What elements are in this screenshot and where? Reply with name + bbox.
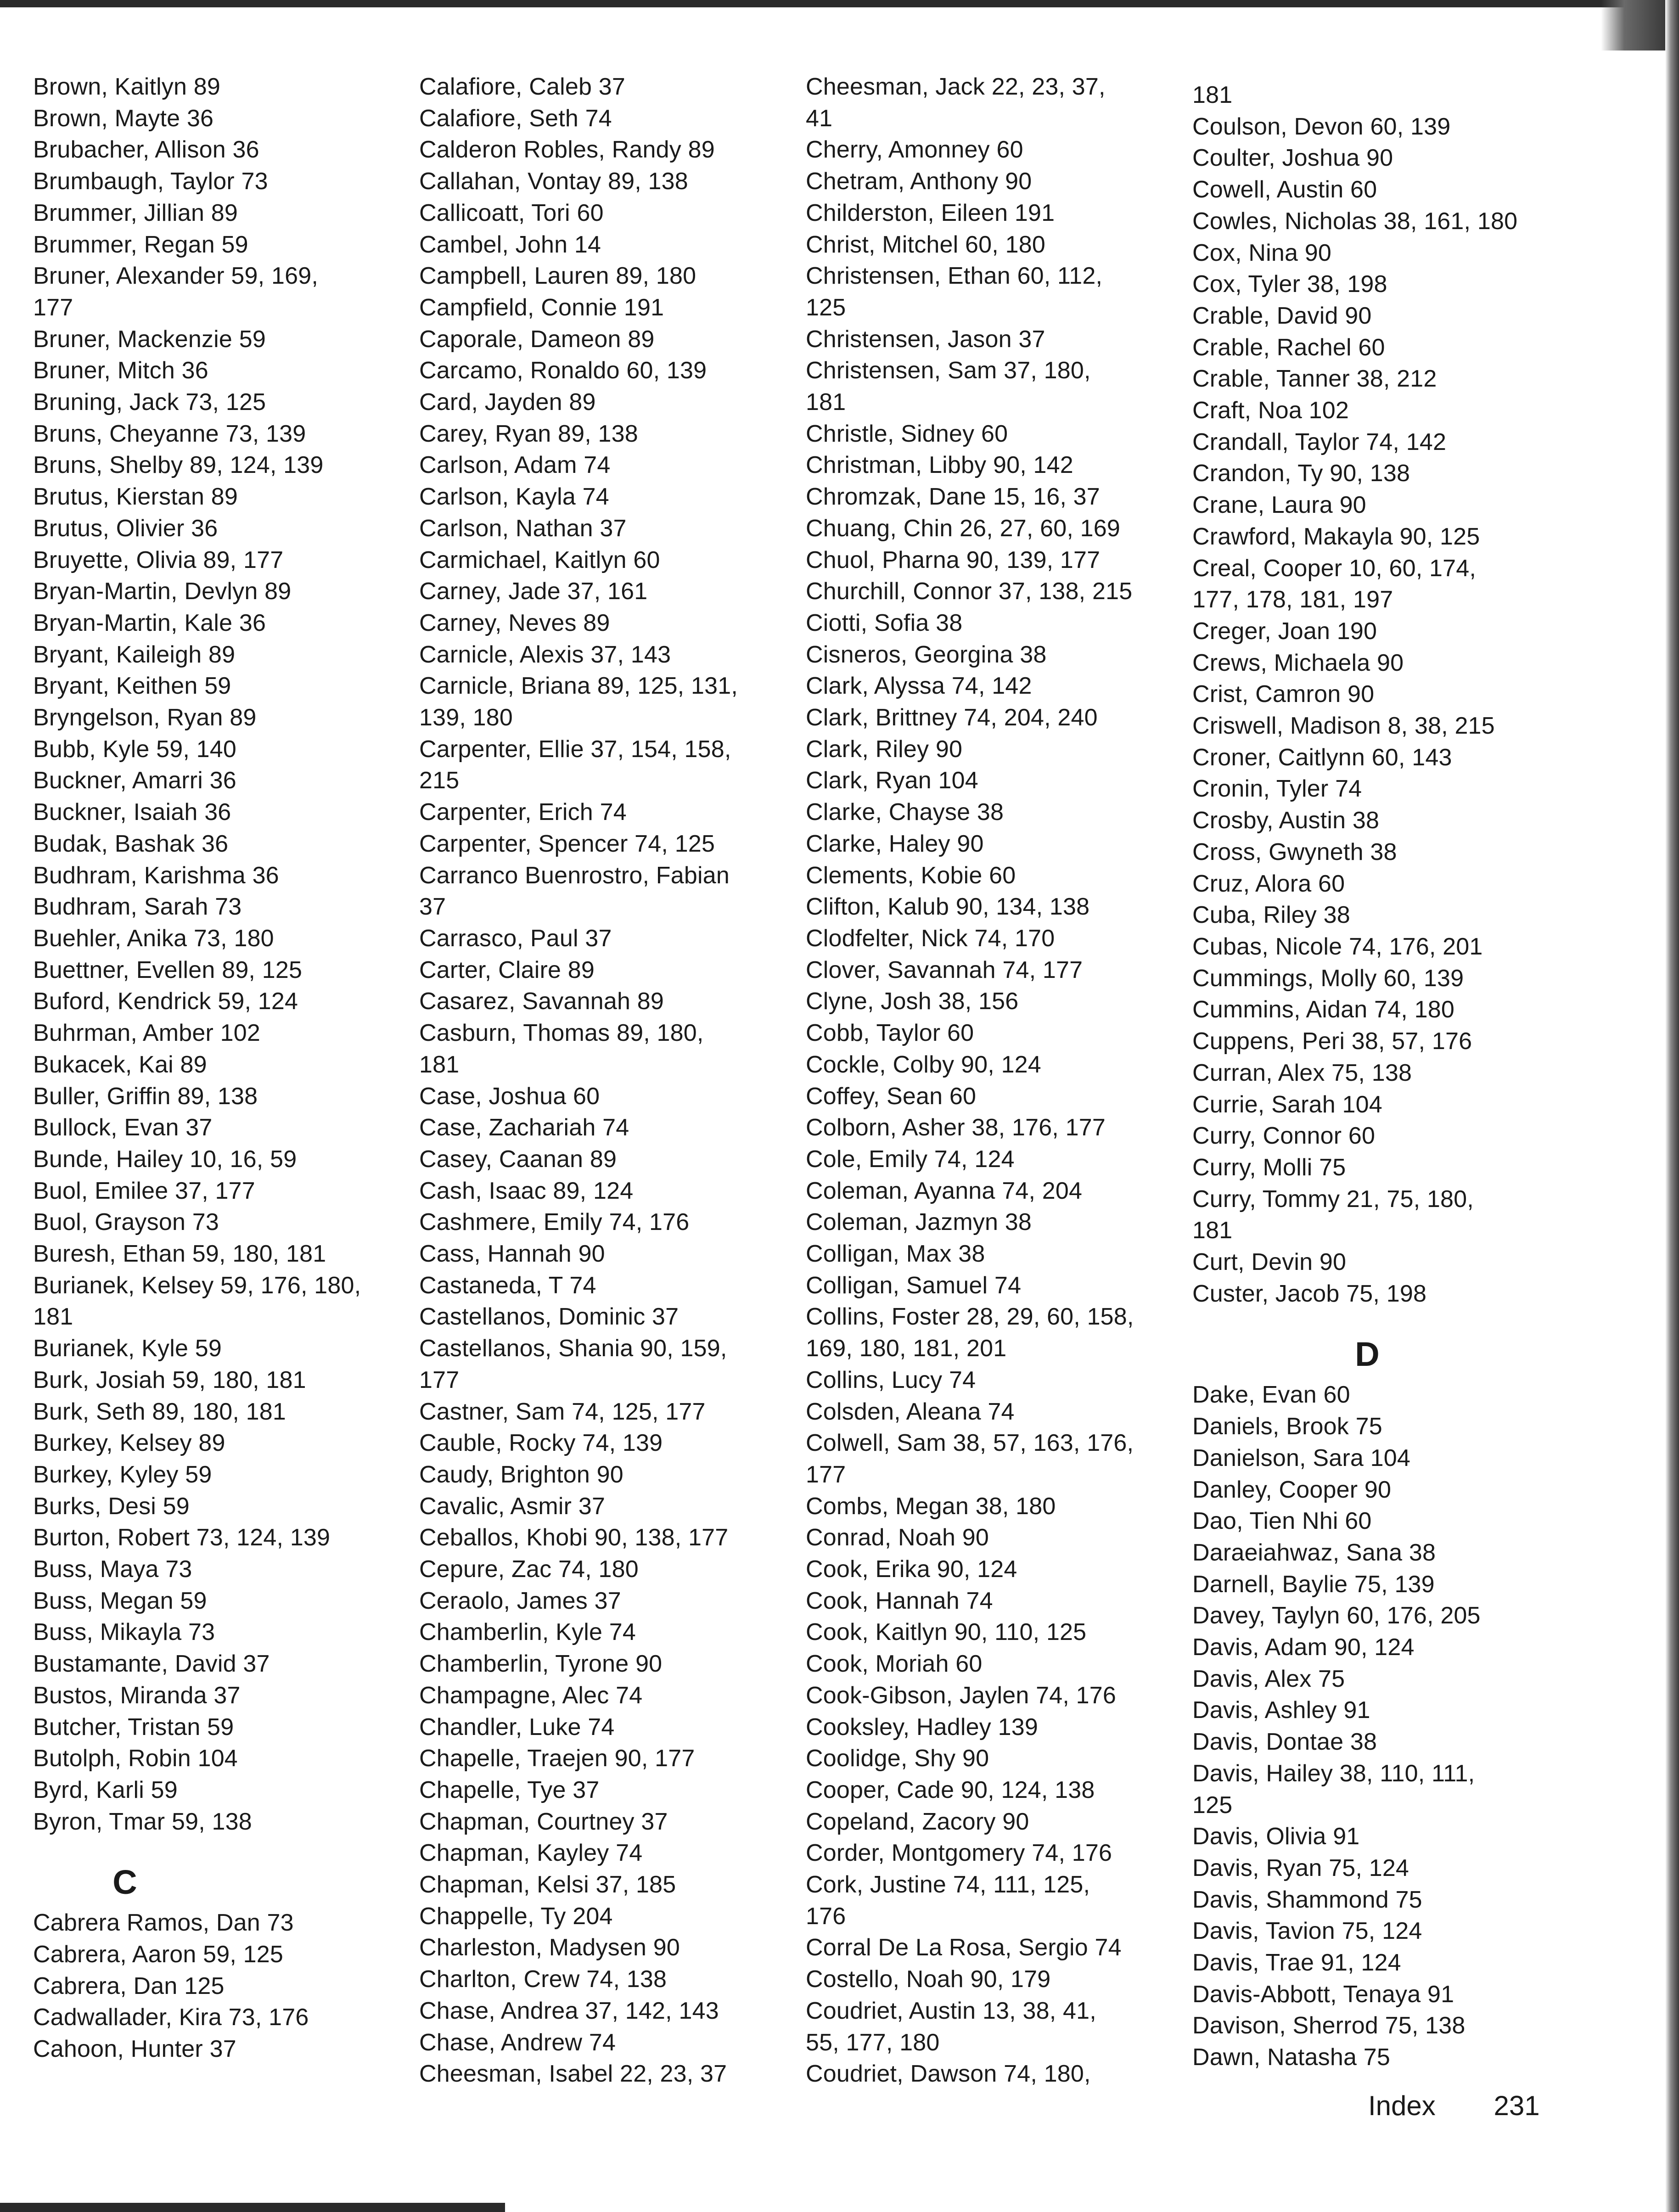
index-entry: Chapman, Courtney 37 <box>419 1808 668 1835</box>
index-entry: Castellanos, Shania 90, 159, <box>419 1335 727 1362</box>
index-entry: Castellanos, Dominic 37 <box>419 1303 679 1331</box>
footer-section-label: Index <box>1368 2090 1436 2121</box>
index-entry: Clark, Ryan 104 <box>806 767 978 794</box>
index-entry: Corral De La Rosa, Sergio 74 <box>806 1934 1122 1961</box>
index-entry: Cepure, Zac 74, 180 <box>419 1556 639 1583</box>
index-entry: Burkey, Kelsey 89 <box>33 1430 225 1457</box>
index-entry: Christle, Sidney 60 <box>806 420 1008 447</box>
index-entry: Clarke, Haley 90 <box>806 830 984 857</box>
index-entry: Cox, Tyler 38, 198 <box>1192 271 1387 298</box>
index-entry: Croner, Caitlynn 60, 143 <box>1192 744 1452 771</box>
index-entry: 177 <box>33 294 73 321</box>
index-entry: Brumbaugh, Taylor 73 <box>33 168 268 195</box>
index-entry: Cronin, Tyler 74 <box>1192 775 1362 803</box>
index-entry: Custer, Jacob 75, 198 <box>1192 1280 1427 1307</box>
index-entry: Cummins, Aidan 74, 180 <box>1192 996 1454 1023</box>
index-entry: Crable, Tanner 38, 212 <box>1192 365 1437 393</box>
index-entry: Carlson, Adam 74 <box>419 452 611 479</box>
index-entry: Chapelle, Traejen 90, 177 <box>419 1745 695 1772</box>
index-entry: Cook-Gibson, Jaylen 74, 176 <box>806 1682 1117 1709</box>
index-entry: Colligan, Max 38 <box>806 1241 985 1268</box>
index-entry: 55, 177, 180 <box>806 2029 940 2056</box>
index-entry: 181 <box>33 1303 73 1331</box>
index-entry: Burkey, Kyley 59 <box>33 1461 212 1488</box>
index-entry: Churchill, Connor 37, 138, 215 <box>806 578 1133 605</box>
index-entry: Bunde, Hailey 10, 16, 59 <box>33 1145 297 1173</box>
index-entry: Davis, Trae 91, 124 <box>1192 1949 1401 1976</box>
index-entry: Clover, Savannah 74, 177 <box>806 956 1083 983</box>
index-entry: Castaneda, T 74 <box>419 1272 596 1299</box>
index-entry: 215 <box>419 767 460 794</box>
index-entry: Davis, Adam 90, 124 <box>1192 1634 1415 1661</box>
index-entry: Caudy, Brighton 90 <box>419 1461 623 1488</box>
index-entry: Costello, Noah 90, 179 <box>806 1966 1051 1993</box>
index-entry: Campfield, Connie 191 <box>419 294 664 321</box>
index-entry: Currie, Sarah 104 <box>1192 1091 1382 1118</box>
index-entry: Chase, Andrew 74 <box>419 2029 616 2056</box>
index-entry: Dawn, Natasha 75 <box>1192 2044 1391 2071</box>
index-entry: Chamberlin, Kyle 74 <box>419 1619 636 1646</box>
page-number: 231 <box>1494 2090 1540 2121</box>
index-entry: Cass, Hannah 90 <box>419 1241 605 1268</box>
index-entry: Calderon Robles, Randy 89 <box>419 136 715 163</box>
index-entry: Charlton, Crew 74, 138 <box>419 1966 667 1993</box>
index-entry: Carlson, Nathan 37 <box>419 515 627 542</box>
index-entry: Cuppens, Peri 38, 57, 176 <box>1192 1028 1472 1055</box>
index-entry: Cahoon, Hunter 37 <box>33 2036 236 2063</box>
index-entry: Crist, Camron 90 <box>1192 681 1375 708</box>
index-entry: Copeland, Zacory 90 <box>806 1808 1029 1835</box>
index-entry: Bukacek, Kai 89 <box>33 1051 207 1078</box>
index-entry: Carrasco, Paul 37 <box>419 925 612 952</box>
index-entry: Cross, Gwyneth 38 <box>1192 838 1397 865</box>
index-entry: Coudriet, Austin 13, 38, 41, <box>806 1997 1096 2024</box>
index-entry: Buss, Maya 73 <box>33 1556 192 1583</box>
index-entry: Cashmere, Emily 74, 176 <box>419 1209 690 1236</box>
index-column-2 <box>419 71 786 2090</box>
index-entry: Cavalic, Asmir 37 <box>419 1493 606 1520</box>
index-entry: Bruyette, Olivia 89, 177 <box>33 546 284 573</box>
index-entry: Card, Jayden 89 <box>419 389 596 416</box>
index-entry: Carney, Jade 37, 161 <box>419 578 648 605</box>
index-entry: Christ, Mitchel 60, 180 <box>806 231 1045 258</box>
index-entry: Calafiore, Seth 74 <box>419 105 612 132</box>
index-column-3 <box>806 71 1173 2090</box>
index-entry: Cuba, Riley 38 <box>1192 902 1350 929</box>
index-entry: Cabrera, Aaron 59, 125 <box>33 1941 283 1968</box>
index-entry: Butcher, Tristan 59 <box>33 1713 234 1740</box>
index-entry: Brown, Mayte 36 <box>33 105 214 132</box>
index-entry: Chapelle, Tye 37 <box>419 1776 600 1803</box>
index-entry: Buford, Kendrick 59, 124 <box>33 988 298 1015</box>
index-entry: Cheesman, Isabel 22, 23, 37 <box>419 2060 727 2088</box>
index-entry: Bustamante, David 37 <box>33 1651 270 1678</box>
index-entry: Dake, Evan 60 <box>1192 1381 1350 1409</box>
index-entry: Callicoatt, Tori 60 <box>419 199 604 226</box>
index-entry: Davis, Shammond 75 <box>1192 1886 1422 1913</box>
index-entry: Collins, Foster 28, 29, 60, 158, <box>806 1303 1134 1331</box>
index-entry: Cox, Nina 90 <box>1192 239 1331 266</box>
index-entry: Bruner, Alexander 59, 169, <box>33 263 318 290</box>
index-entry: Cowles, Nicholas 38, 161, 180 <box>1192 208 1518 235</box>
index-entry: Davison, Sherrod 75, 138 <box>1192 2012 1466 2039</box>
index-entry: Crable, David 90 <box>1192 302 1372 329</box>
index-entry: Brubacher, Allison 36 <box>33 136 259 163</box>
index-entry: 169, 180, 181, 201 <box>806 1335 1007 1362</box>
index-entry: Collins, Lucy 74 <box>806 1366 976 1393</box>
index-entry: Childerston, Eileen 191 <box>806 199 1055 226</box>
index-entry: Colligan, Samuel 74 <box>806 1272 1022 1299</box>
index-entry: Castner, Sam 74, 125, 177 <box>419 1398 706 1425</box>
index-entry: Carpenter, Spencer 74, 125 <box>419 830 715 857</box>
index-entry: Budhram, Karishma 36 <box>33 862 279 889</box>
index-entry: Davis, Olivia 91 <box>1192 1823 1360 1850</box>
index-entry: Brown, Kaitlyn 89 <box>33 73 221 100</box>
index-entry: Byrd, Karli 59 <box>33 1776 178 1803</box>
scan-edge-right <box>1665 0 1679 2212</box>
index-entry: 41 <box>806 105 833 132</box>
index-entry: 181 <box>1192 82 1233 108</box>
index-entry: Darnell, Baylie 75, 139 <box>1192 1571 1435 1598</box>
index-entry: Bruns, Cheyanne 73, 139 <box>33 420 306 447</box>
index-entry: Brummer, Jillian 89 <box>33 199 238 226</box>
index-entry: Caporale, Dameon 89 <box>419 326 655 353</box>
index-entry: Crews, Michaela 90 <box>1192 649 1404 676</box>
index-entry: Crawford, Makayla 90, 125 <box>1192 523 1480 550</box>
index-entry: Colwell, Sam 38, 57, 163, 176, <box>806 1430 1134 1457</box>
index-entry: Brutus, Kierstan 89 <box>33 483 238 511</box>
index-entry: Coulter, Joshua 90 <box>1192 145 1393 172</box>
index-entry: Champagne, Alec 74 <box>419 1682 643 1709</box>
index-entry: Bryant, Kaileigh 89 <box>33 641 236 668</box>
index-entry: 125 <box>806 294 846 321</box>
index-entry: Carey, Ryan 89, 138 <box>419 420 638 447</box>
index-entry: Bryan-Martin, Kale 36 <box>33 609 266 636</box>
index-entry: Brummer, Regan 59 <box>33 231 248 258</box>
index-entry: Crosby, Austin 38 <box>1192 807 1380 834</box>
index-entry: Davis, Alex 75 <box>1192 1665 1345 1692</box>
index-entry: Coudriet, Dawson 74, 180, <box>806 2060 1091 2088</box>
index-entry: 139, 180 <box>419 704 513 731</box>
index-entry: Curran, Alex 75, 138 <box>1192 1059 1412 1086</box>
index-entry: 177, 178, 181, 197 <box>1192 586 1393 613</box>
index-entry: Creal, Cooper 10, 60, 174, <box>1192 555 1477 582</box>
index-entry: Clements, Kobie 60 <box>806 862 1016 889</box>
index-entry: Davis, Tavion 75, 124 <box>1192 1918 1422 1945</box>
index-entry: Burton, Robert 73, 124, 139 <box>33 1524 331 1551</box>
index-entry: Crane, Laura 90 <box>1192 492 1366 519</box>
index-entry: Ceballos, Khobi 90, 138, 177 <box>419 1524 729 1551</box>
index-entry: Coleman, Jazmyn 38 <box>806 1209 1032 1236</box>
index-entry: Creger, Joan 190 <box>1192 618 1377 645</box>
index-entry: Bruns, Shelby 89, 124, 139 <box>33 452 324 479</box>
index-entry: Coleman, Ayanna 74, 204 <box>806 1177 1083 1204</box>
index-entry: Curry, Tommy 21, 75, 180, <box>1192 1185 1474 1213</box>
index-entry: Cooksley, Hadley 139 <box>806 1713 1038 1740</box>
index-entry: Ceraolo, James 37 <box>419 1587 621 1614</box>
index-entry: Cabrera, Dan 125 <box>33 1972 225 1999</box>
index-entry: Colsden, Aleana 74 <box>806 1398 1015 1425</box>
index-entry: Criswell, Madison 8, 38, 215 <box>1192 713 1495 740</box>
index-entry: Colborn, Asher 38, 176, 177 <box>806 1114 1106 1141</box>
index-entry: Chamberlin, Tyrone 90 <box>419 1651 663 1678</box>
index-entry: Buss, Mikayla 73 <box>33 1619 215 1646</box>
index-entry: Bruner, Mitch 36 <box>33 357 208 384</box>
index-entry: Curry, Molli 75 <box>1192 1154 1346 1181</box>
index-entry: Carlson, Kayla 74 <box>419 483 609 511</box>
index-entry: Chuol, Pharna 90, 139, 177 <box>806 546 1101 573</box>
index-entry: Case, Joshua 60 <box>419 1083 600 1110</box>
index-entry: Davis-Abbott, Tenaya 91 <box>1192 1981 1454 2008</box>
section-letter-heading: C <box>112 1863 137 1902</box>
index-entry: Coffey, Sean 60 <box>806 1083 977 1110</box>
index-column-1 <box>33 71 400 2065</box>
index-entry: Ciotti, Sofia 38 <box>806 609 963 636</box>
index-entry: Charleston, Madysen 90 <box>419 1934 680 1961</box>
index-entry: Cauble, Rocky 74, 139 <box>419 1430 663 1457</box>
index-entry: Callahan, Vontay 89, 138 <box>419 168 688 195</box>
index-entry: Cheesman, Jack 22, 23, 37, <box>806 73 1106 100</box>
index-entry: Davis, Ryan 75, 124 <box>1192 1854 1409 1881</box>
index-entry: Cummings, Molly 60, 139 <box>1192 965 1464 992</box>
index-entry: Carney, Neves 89 <box>419 609 610 636</box>
index-entry: Cubas, Nicole 74, 176, 201 <box>1192 933 1483 960</box>
index-entry: Clarke, Chayse 38 <box>806 799 1004 826</box>
index-entry: Crandall, Taylor 74, 142 <box>1192 428 1447 455</box>
index-entry: 177 <box>419 1366 460 1393</box>
index-entry: Case, Zachariah 74 <box>419 1114 629 1141</box>
index-entry: Chase, Andrea 37, 142, 143 <box>419 1997 719 2024</box>
index-entry: Craft, Noa 102 <box>1192 397 1349 424</box>
index-entry: Bullock, Evan 37 <box>33 1114 213 1141</box>
index-entry: Casey, Caanan 89 <box>419 1145 617 1173</box>
index-entry: Bruner, Mackenzie 59 <box>33 326 266 353</box>
index-entry: Chapman, Kayley 74 <box>419 1840 643 1867</box>
index-entry: Cook, Moriah 60 <box>806 1651 983 1678</box>
index-entry: Chuang, Chin 26, 27, 60, 169 <box>806 515 1121 542</box>
index-entry: Bustos, Miranda 37 <box>33 1682 241 1709</box>
index-entry: Buller, Griffin 89, 138 <box>33 1083 258 1110</box>
index-entry: Buol, Grayson 73 <box>33 1209 219 1236</box>
index-entry: Buhrman, Amber 102 <box>33 1020 260 1047</box>
index-entry: Campbell, Lauren 89, 180 <box>419 263 696 290</box>
index-entry: Cabrera Ramos, Dan 73 <box>33 1909 294 1937</box>
index-entry: Daniels, Brook 75 <box>1192 1413 1382 1440</box>
index-entry: Casarez, Savannah 89 <box>419 988 664 1015</box>
page-footer <box>1368 2090 1540 2122</box>
index-entry: Buckner, Amarri 36 <box>33 767 236 794</box>
index-entry: Christensen, Ethan 60, 112, <box>806 263 1103 290</box>
index-entry: Christensen, Jason 37 <box>806 326 1045 353</box>
index-entry: Budhram, Sarah 73 <box>33 893 242 921</box>
index-entry: Bruning, Jack 73, 125 <box>33 389 266 416</box>
index-entry: Cork, Justine 74, 111, 125, <box>806 1871 1090 1898</box>
index-entry: Carnicle, Alexis 37, 143 <box>419 641 671 668</box>
index-entry: Cherry, Amonney 60 <box>806 136 1023 163</box>
index-entry: 181 <box>1192 1217 1233 1244</box>
index-entry: 125 <box>1192 1791 1233 1819</box>
index-entry: Carnicle, Briana 89, 125, 131, <box>419 673 738 700</box>
index-entry: Cobb, Taylor 60 <box>806 1020 974 1047</box>
index-entry: Budak, Bashak 36 <box>33 830 229 857</box>
section-letter-heading: D <box>1355 1335 1380 1374</box>
index-entry: Clodfelter, Nick 74, 170 <box>806 925 1055 952</box>
index-entry: Coulson, Devon 60, 139 <box>1192 113 1451 140</box>
index-entry: Chapman, Kelsi 37, 185 <box>419 1871 676 1898</box>
index-entry: Chappelle, Ty 204 <box>419 1903 613 1930</box>
index-entry: 37 <box>419 893 446 921</box>
index-entry: Casburn, Thomas 89, 180, <box>419 1020 704 1047</box>
index-entry: Davis, Ashley 91 <box>1192 1697 1370 1724</box>
index-entry: 176 <box>806 1903 846 1930</box>
index-entry: Coolidge, Shy 90 <box>806 1745 989 1772</box>
index-entry: Danley, Cooper 90 <box>1192 1476 1392 1503</box>
index-entry: Buettner, Evellen 89, 125 <box>33 956 303 983</box>
index-entry: Cisneros, Georgina 38 <box>806 641 1047 668</box>
index-entry: Carcamo, Ronaldo 60, 139 <box>419 357 707 384</box>
index-entry: Curt, Devin 90 <box>1192 1249 1347 1276</box>
index-entry: Burk, Josiah 59, 180, 181 <box>33 1366 306 1393</box>
index-entry: Burianek, Kyle 59 <box>33 1335 222 1362</box>
index-entry: Butolph, Robin 104 <box>33 1745 238 1772</box>
index-entry: Carpenter, Erich 74 <box>419 799 627 826</box>
index-entry: Conrad, Noah 90 <box>806 1524 989 1551</box>
index-entry: Cowell, Austin 60 <box>1192 176 1377 203</box>
index-entry: Burks, Desi 59 <box>33 1493 190 1520</box>
index-entry: Cooper, Cade 90, 124, 138 <box>806 1776 1095 1803</box>
index-entry: Dao, Tien Nhi 60 <box>1192 1508 1372 1535</box>
scan-edge-top <box>0 0 1679 7</box>
index-entry: Davey, Taylyn 60, 176, 205 <box>1192 1602 1481 1629</box>
index-entry: Cook, Hannah 74 <box>806 1587 993 1614</box>
index-entry: Curry, Connor 60 <box>1192 1123 1376 1150</box>
index-entry: Bubb, Kyle 59, 140 <box>33 735 237 763</box>
index-entry: Davis, Dontae 38 <box>1192 1729 1377 1756</box>
index-entry: Cruz, Alora 60 <box>1192 870 1345 897</box>
index-entry: Clark, Brittney 74, 204, 240 <box>806 704 1098 731</box>
index-entry: Byron, Tmar 59, 138 <box>33 1808 252 1835</box>
index-entry: Crable, Rachel 60 <box>1192 334 1385 361</box>
index-entry: Christensen, Sam 37, 180, <box>806 357 1091 384</box>
index-entry: Buckner, Isaiah 36 <box>33 799 231 826</box>
index-entry: Cook, Kaitlyn 90, 110, 125 <box>806 1619 1087 1646</box>
index-entry: Clifton, Kalub 90, 134, 138 <box>806 893 1090 921</box>
scan-edge-bottom <box>0 2203 505 2212</box>
index-entry: Cash, Isaac 89, 124 <box>419 1177 634 1204</box>
index-entry: Carmichael, Kaitlyn 60 <box>419 546 660 573</box>
index-entry: Burianek, Kelsey 59, 176, 180, <box>33 1272 361 1299</box>
index-entry: Carpenter, Ellie 37, 154, 158, <box>419 735 731 763</box>
index-entry: Calafiore, Caleb 37 <box>419 73 625 100</box>
index-entry: Carter, Claire 89 <box>419 956 595 983</box>
index-entry: Clark, Riley 90 <box>806 735 963 763</box>
index-entry: Chandler, Luke 74 <box>419 1713 615 1740</box>
index-entry: Burk, Seth 89, 180, 181 <box>33 1398 286 1425</box>
index-entry: Chetram, Anthony 90 <box>806 168 1032 195</box>
index-entry: Davis, Hailey 38, 110, 111, <box>1192 1760 1475 1787</box>
index-entry: Combs, Megan 38, 180 <box>806 1493 1056 1520</box>
index-column-4 <box>1192 79 1560 2073</box>
index-entry: Bryngelson, Ryan 89 <box>33 704 257 731</box>
index-entry: 177 <box>806 1461 846 1488</box>
index-entry: Clark, Alyssa 74, 142 <box>806 673 1032 700</box>
index-entry: Christman, Libby 90, 142 <box>806 452 1073 479</box>
index-entry: Buss, Megan 59 <box>33 1587 207 1614</box>
index-entry: Buehler, Anika 73, 180 <box>33 925 274 952</box>
index-entry: Cambel, John 14 <box>419 231 601 258</box>
index-entry: 181 <box>419 1051 460 1078</box>
index-entry: 181 <box>806 389 846 416</box>
index-entry: Chromzak, Dane 15, 16, 37 <box>806 483 1100 511</box>
index-entry: Buresh, Ethan 59, 180, 181 <box>33 1241 326 1268</box>
index-entry: Bryan-Martin, Devlyn 89 <box>33 578 292 605</box>
index-entry: Buol, Emilee 37, 177 <box>33 1177 255 1204</box>
index-entry: Crandon, Ty 90, 138 <box>1192 460 1410 487</box>
index-entry: Corder, Montgomery 74, 176 <box>806 1840 1112 1867</box>
index-entry: Cockle, Colby 90, 124 <box>806 1051 1041 1078</box>
index-entry: Danielson, Sara 104 <box>1192 1444 1410 1471</box>
index-entry: Clyne, Josh 38, 156 <box>806 988 1019 1015</box>
index-entry: Carranco Buenrostro, Fabian <box>419 862 730 889</box>
index-entry: Brutus, Olivier 36 <box>33 515 218 542</box>
index-entry: Bryant, Keithen 59 <box>33 673 231 700</box>
index-entry: Daraeiahwaz, Sana 38 <box>1192 1539 1436 1566</box>
index-entry: Cadwallader, Kira 73, 176 <box>33 2004 309 2031</box>
index-entry: Cole, Emily 74, 124 <box>806 1145 1015 1173</box>
index-entry: Cook, Erika 90, 124 <box>806 1556 1017 1583</box>
